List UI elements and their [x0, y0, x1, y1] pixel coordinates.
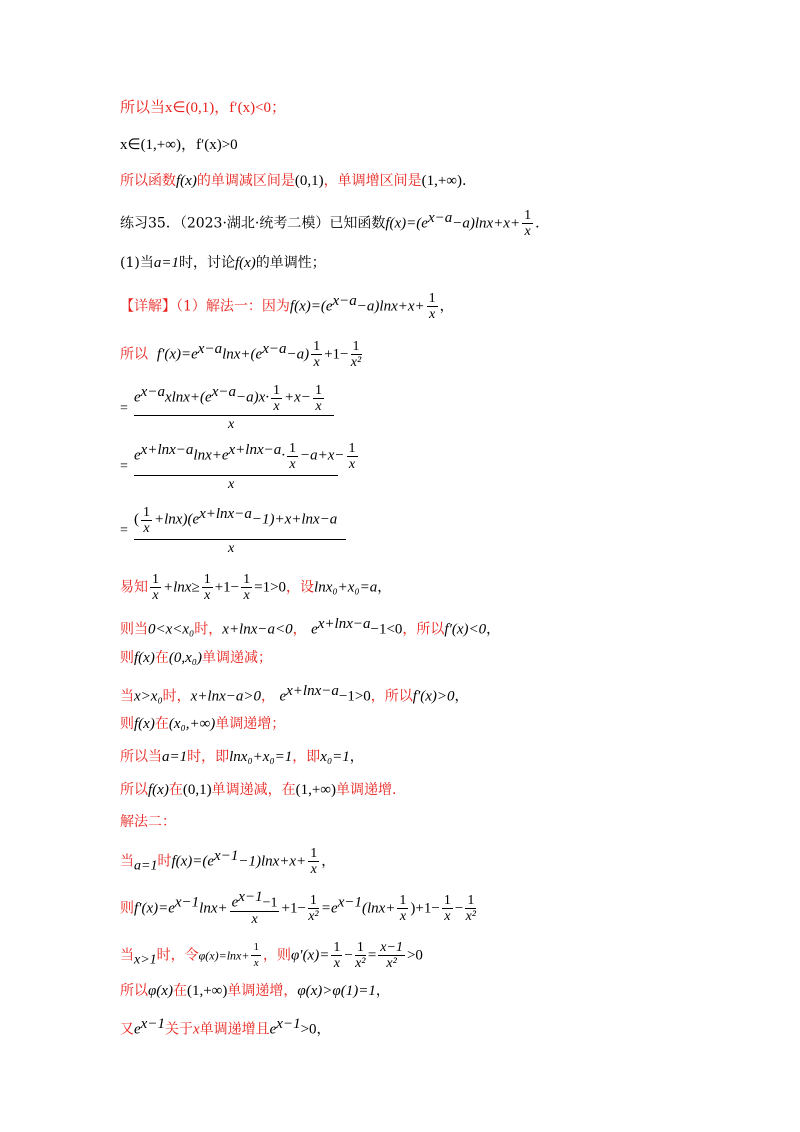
yz-frac1: [150, 572, 161, 603]
method-2-line-3: [120, 940, 423, 971]
r2e: 单调递减；: [201, 650, 272, 666]
m2d: f(x)=(e: [171, 853, 215, 870]
n4: −1)+x+lnx−a: [251, 511, 338, 528]
frac-num: 1: [313, 339, 321, 355]
m5c: 在: [172, 983, 187, 999]
frac-den: x: [204, 588, 211, 603]
q1-b: a=1: [153, 255, 179, 271]
r5c: 时，即: [187, 749, 230, 765]
r2a: 则: [120, 650, 134, 666]
f1-frac-b: [313, 383, 324, 414]
yz-e: ，设: [286, 579, 315, 596]
m6c: x−1: [140, 1016, 165, 1032]
m2f: −1)lnx+x+: [238, 853, 307, 870]
m2-frac: [308, 846, 319, 877]
r3c: 时，: [162, 688, 191, 705]
frac-num: 1: [251, 940, 261, 956]
frac-num: 1: [443, 892, 451, 908]
m6f: 单调递增且: [199, 1021, 270, 1038]
frac-den: x: [251, 911, 258, 927]
fraction-3-numerator: [134, 505, 337, 536]
so-d: lnx+(e: [222, 346, 263, 363]
f2-frac-b: [347, 441, 358, 472]
frac-num: 1: [348, 441, 356, 456]
method-2-line-4: [120, 981, 390, 1001]
m3l: )+1−: [410, 900, 440, 917]
so-b: f′(x)=e: [156, 346, 198, 363]
fraction-bar: [134, 475, 338, 476]
m6g: e: [269, 1021, 277, 1038]
n6: −a+x−: [300, 447, 345, 464]
r2c: 在: [154, 650, 169, 666]
yz-b: +lnx≥: [163, 579, 200, 596]
m3h: +1−: [281, 900, 306, 917]
r4e: 单调递增；: [215, 716, 286, 732]
m5g: ，: [375, 983, 390, 999]
n3: xlnx+(e: [164, 389, 212, 406]
m3f: x−1: [238, 889, 263, 905]
m4j: >0: [406, 947, 423, 964]
method-2-line-1: [120, 846, 335, 877]
n1: (: [134, 511, 139, 528]
frac-den: x: [310, 862, 317, 878]
n4: x−a: [211, 384, 236, 401]
frac-num: 1: [399, 892, 407, 908]
frac-num: 1: [152, 572, 159, 587]
so-f: −a): [286, 346, 310, 363]
m5d: (1,+∞): [186, 983, 228, 999]
r1j: f′(x)<0: [444, 621, 487, 638]
frac-den: x²: [386, 956, 397, 971]
yz-frac3: [241, 572, 252, 603]
frac-num: 1: [524, 208, 532, 224]
line-3: [120, 171, 466, 191]
m2e: x−1: [214, 848, 239, 864]
fraction-step-2: [120, 441, 356, 493]
yz-f: lnx₀+x₀=a: [314, 579, 378, 596]
n3: lnx+e: [193, 447, 229, 464]
m3-frac-b: [308, 893, 319, 924]
r6e: 单调递减，在: [211, 782, 296, 798]
q1-c: 时，讨论: [178, 255, 235, 271]
m3e: e: [231, 894, 239, 911]
frac-den: x: [143, 521, 150, 536]
r3g: x+lnx−a: [286, 683, 339, 699]
m3-frac-a: [230, 890, 280, 927]
fraction-bar: [134, 415, 334, 416]
m2a: 当: [120, 853, 134, 870]
m3i: =e: [320, 900, 338, 917]
detail-frac: [427, 291, 438, 322]
so-g: +1−: [324, 346, 349, 363]
m6a: 又: [120, 1021, 134, 1038]
r3d: x+lnx−a>0: [190, 688, 262, 705]
method-2-line-5: [120, 1014, 331, 1040]
m4-frac-d: [378, 940, 405, 971]
m4g: −: [344, 947, 353, 964]
frac-den: x: [273, 399, 280, 414]
frac-den: x: [429, 307, 436, 323]
r3j: f′(x)>0: [412, 688, 455, 705]
m5e: 单调递增，: [227, 983, 298, 999]
frac-num: 1: [352, 339, 360, 355]
easy-know-line: [120, 572, 391, 603]
case-2-result: [120, 714, 285, 734]
eq-sign: =: [120, 523, 128, 538]
frac-num: 1: [203, 572, 211, 587]
q1-e: 的单调性；: [255, 255, 326, 271]
r5e: ，即: [292, 749, 321, 765]
m6d: 关于: [164, 1021, 193, 1038]
r3k: ，: [454, 688, 469, 705]
r3f: e: [279, 688, 287, 705]
r3b: x>x₀: [134, 688, 163, 705]
detail-rest: −a)lnx+x+: [356, 298, 425, 315]
frac-num: 1: [273, 383, 281, 398]
frac-num: 1: [310, 846, 318, 862]
r4a: 则: [120, 716, 134, 732]
fraction-2-numerator: [134, 441, 360, 472]
fraction-3-denominator: x: [228, 541, 235, 556]
yz-a: 易知: [120, 579, 148, 596]
fraction-step-3: [120, 505, 340, 557]
n2: x+lnx−a: [140, 442, 194, 459]
line-3-d: (0,1): [294, 173, 324, 189]
frac-den: x: [152, 588, 159, 603]
derivative-line: [120, 339, 364, 370]
m4a: 当: [120, 947, 134, 964]
yz-c: +1−: [214, 579, 240, 596]
method-2-label: 解法二：: [120, 814, 176, 830]
r2b: f(x): [134, 650, 155, 666]
frac-den: x²: [350, 355, 362, 371]
m4b: x>1: [134, 952, 157, 968]
m2b: a=1: [134, 858, 158, 874]
r6d: (0,1): [182, 782, 212, 798]
m4-frac-b: [331, 940, 342, 971]
frac-num: 1: [333, 940, 341, 955]
so-label: 所以: [120, 346, 148, 363]
frac-num: 1: [289, 441, 296, 456]
so-e: x−a: [262, 341, 287, 357]
a-equals-1-line: [120, 747, 364, 767]
case-1-line: [120, 614, 500, 640]
n4: x+lnx−a: [228, 442, 282, 459]
r1f: e: [311, 621, 318, 638]
fraction-1-numerator: [134, 383, 326, 414]
line-3-a: 所以函数: [120, 173, 176, 189]
frac-num: 1: [356, 940, 364, 955]
fraction-1-denominator: x: [228, 417, 235, 432]
exercise-label: 练习35．（2023·湖北·统考二模）已知函数: [120, 215, 386, 232]
so-frac2: [351, 339, 362, 370]
frac-den: x: [524, 224, 531, 240]
exercise-frac: [522, 208, 533, 239]
n1: e: [134, 389, 141, 406]
r1h: −1<0: [370, 621, 403, 638]
frac-num: 1: [314, 383, 322, 398]
f2-frac-a: [287, 441, 298, 472]
r1i: ，所以: [402, 621, 445, 638]
r5f: x₀=1: [320, 749, 350, 765]
frac-den: x: [333, 956, 340, 971]
r1k: ，: [486, 621, 501, 638]
exercise-heading: 练习35．（2023·湖北·统考二模）已知函数$f(x)=(e^{x-a}-a)\ln x+x+$ $\frac{1}{x}$ .: [120, 208, 540, 240]
exercise-exp: x−a: [427, 210, 453, 226]
m6i: >0: [300, 1021, 317, 1038]
frac-den: x: [313, 355, 320, 371]
method-2-line-2: [120, 890, 478, 927]
r3h: −1>0: [338, 688, 371, 705]
m6h: x−1: [276, 1016, 301, 1032]
line-2-text: x∈(1,+∞)，f′(x)>0: [120, 137, 238, 153]
m5b: φ(x): [148, 983, 173, 999]
r6g: 单调递增.: [335, 782, 397, 798]
m3-frac-e: [465, 893, 476, 924]
r5g: ，: [349, 749, 364, 765]
line-3-b: f(x): [176, 173, 197, 189]
r1d: x+lnx−a<0: [222, 621, 293, 638]
r6c: 在: [168, 782, 183, 798]
frac-num: 1: [428, 291, 436, 307]
fraction-2-denominator: x: [228, 477, 235, 492]
frac-den: x²: [308, 908, 319, 924]
m2g: ，: [321, 853, 336, 870]
m4-frac-c: [355, 940, 366, 971]
r6f: (1,+∞): [295, 782, 336, 798]
question-1: [120, 253, 326, 273]
line-1: [120, 98, 286, 118]
frac-den: x²: [355, 956, 366, 971]
eq-sign: =: [120, 459, 128, 474]
m4d: φ(x)=lnx+: [198, 948, 250, 963]
line-3-c: 的单调减区间是: [196, 173, 295, 189]
r1a: 则当: [120, 621, 148, 638]
m3j: x−1: [337, 894, 362, 911]
f3-frac-a: [141, 505, 152, 536]
case-2-line: [120, 681, 469, 707]
yz-frac2: [202, 572, 213, 603]
frac-num: 1: [243, 572, 251, 587]
frac-den: x: [399, 908, 407, 924]
m4-frac-a: [251, 940, 261, 971]
case-1-result: [120, 648, 272, 668]
r3e: ，: [261, 688, 276, 705]
yz-d: =1>0: [254, 579, 287, 596]
n6: +x−: [284, 389, 311, 406]
frac-den: x: [348, 457, 356, 472]
r1g: x+lnx−a: [317, 616, 371, 632]
m4c: 时，令: [156, 947, 199, 964]
q1-d: f(x): [234, 255, 256, 271]
conclusion-line: [120, 780, 396, 800]
f1-frac-a: [271, 383, 282, 414]
line-3-e: ，单调增区间是: [323, 173, 422, 189]
m3-frac-d: [442, 893, 453, 924]
n5: ·: [281, 447, 285, 464]
m2c: 时: [157, 853, 172, 870]
frac-den: x: [444, 908, 451, 924]
m6b: e: [134, 1021, 141, 1038]
r1b: 0<x<x₀: [148, 621, 195, 638]
line-3-f: (1,+∞): [421, 173, 462, 189]
detail-label: 【详解】（1）解法一：因为: [120, 298, 290, 315]
r2d: (0,x₀): [168, 650, 202, 666]
m5a: 所以: [120, 983, 148, 999]
r4d: (x₀,+∞): [168, 716, 216, 732]
so-frac1: [311, 339, 322, 370]
frac-den: x: [315, 399, 322, 414]
frac-den: x: [253, 957, 259, 969]
r3a: 当: [120, 688, 134, 705]
r5d: lnx₀+x₀=1: [229, 749, 293, 765]
m5f: φ(x)>φ(1)=1: [297, 983, 376, 999]
line-2: [120, 135, 238, 155]
m6e: x: [192, 1021, 200, 1038]
r6b: f(x): [148, 782, 169, 798]
m6j: ，: [316, 1021, 331, 1038]
r4c: 在: [154, 716, 169, 732]
frac-den: x²: [465, 908, 477, 924]
m3c: x−1: [174, 894, 200, 911]
n1: e: [134, 447, 141, 464]
r3i: ，所以: [370, 688, 413, 705]
fraction-bar: [134, 539, 346, 540]
n2: x−a: [140, 384, 165, 401]
frac-num: x−1: [380, 940, 403, 955]
eq-sign: =: [120, 401, 128, 416]
m3b: f′(x)=e: [134, 900, 175, 917]
detail-f: f(x)=(e: [289, 298, 333, 315]
yz-g: ，: [377, 579, 392, 596]
frac-num: 1: [143, 505, 150, 520]
m3g: −1: [262, 895, 278, 911]
r6a: 所以: [120, 782, 148, 798]
method-2-heading: [120, 812, 176, 832]
r1c: 时，: [194, 621, 223, 638]
m3a: 则: [120, 900, 134, 917]
r5b: a=1: [162, 749, 188, 765]
n2: +lnx)(e: [154, 511, 200, 528]
r4b: f(x): [134, 716, 155, 732]
exercise-f: f(x)=(e: [385, 215, 428, 232]
frac-num: [230, 890, 280, 912]
m4h: =: [367, 947, 377, 964]
m3m: −: [454, 900, 464, 917]
so-c: x−a: [197, 341, 223, 357]
frac-den: x: [289, 457, 296, 472]
m4f: φ′(x)=: [290, 947, 330, 964]
detail-line: 【详解】（1）解法一：因为$f(x)=(e^{x-a}-a)\ln x+x+$ $\frac{1}{x}$ ，: [120, 291, 454, 323]
m3d: lnx+: [199, 900, 228, 917]
n3: x+lnx−a: [199, 506, 252, 523]
frac-den: x: [243, 588, 250, 603]
fraction-step-1: [120, 383, 340, 433]
exercise-rest: −a)lnx+x+: [452, 215, 521, 232]
m3-frac-c: [397, 893, 408, 924]
r5a: 所以当: [120, 749, 162, 765]
line-3-g: .: [461, 173, 467, 189]
m4e: ，则: [262, 947, 291, 964]
detail-exp: x−a: [332, 293, 357, 309]
frac-num: 1: [467, 892, 475, 908]
q1-a: (1)当: [120, 255, 154, 271]
n5: −a)x·: [236, 389, 270, 406]
r1e: ，: [292, 621, 307, 638]
line-1-text: 所以当x∈(0,1)，f′(x)<0；: [120, 100, 287, 116]
frac-num: 1: [309, 892, 317, 908]
m3k: (lnx+: [361, 900, 396, 917]
